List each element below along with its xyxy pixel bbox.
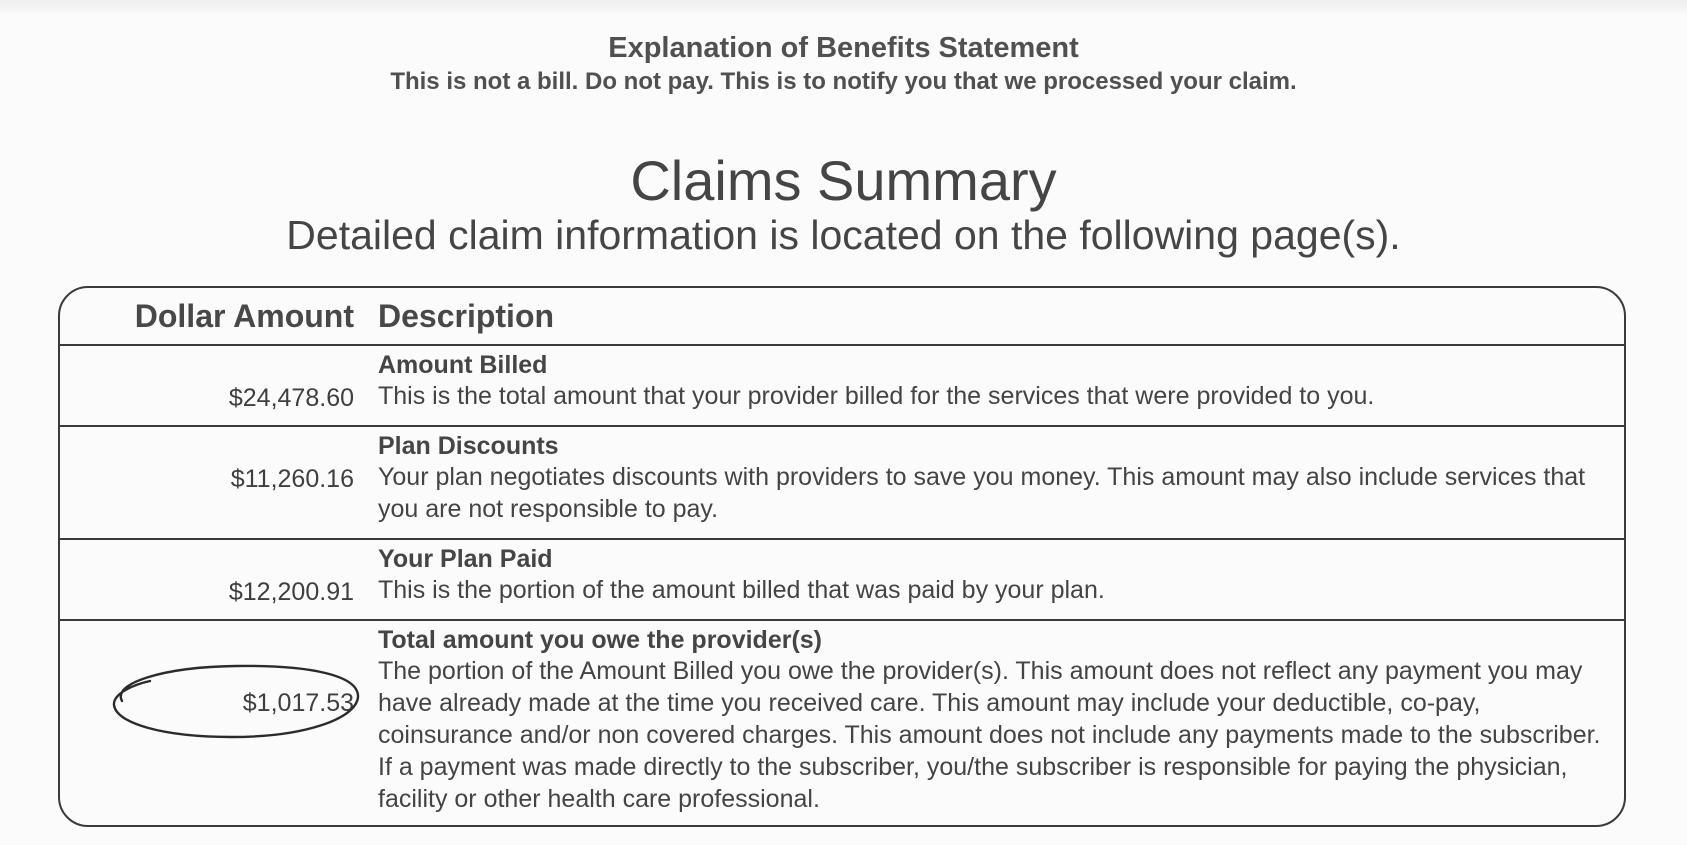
statement-title: Explanation of Benefits Statement <box>608 32 1079 64</box>
dollar-amount-column-header: Dollar Amount <box>134 298 354 334</box>
hand-drawn-circle-stroke <box>114 666 358 737</box>
not-a-bill-notice: This is not a bill. Do not pay. This is to notify you that we processed your claim. <box>390 68 1297 95</box>
amount-owed-label: Total amount you owe the provider(s) <box>378 626 823 654</box>
plan-paid-label: Your Plan Paid <box>378 545 553 573</box>
plan-paid-text: This is the portion of the amount billed that was paid by your plan. <box>378 576 1105 604</box>
claims-summary-table <box>58 286 1626 827</box>
scan-edge-shadow <box>0 0 1687 16</box>
plan-discounts-text: Your plan negotiates discounts with providers to save you money. This amount may also include services that you are not responsible to pay. <box>378 463 1586 523</box>
amount-owed-description <box>378 625 1608 815</box>
plan-discounts-label: Plan Discounts <box>378 432 559 460</box>
amount-billed-text: This is the total amount that your provider billed for the services that were provided to you. <box>378 382 1375 410</box>
table-row <box>60 427 1624 539</box>
claims-summary-subtitle: Detailed claim information is located on the following page(s). <box>286 212 1401 258</box>
plan-discounts-description <box>378 431 1608 525</box>
claims-summary-title: Claims Summary <box>630 149 1057 212</box>
amount-billed-label: Amount Billed <box>378 351 548 379</box>
plan-paid-description <box>378 544 1608 606</box>
table-row <box>60 540 1624 620</box>
amount-billed-value: $24,478.60 <box>228 384 354 412</box>
amount-owed-text: The portion of the Amount Billed you owe the provider(s). This amount does not reflect any payment you may have already made at the time you received care. This amount may include your deductible, co-pay, coinsurance and/or non covered charges. This amount does not include any payments made to the subscriber. If a payment was made directly to the subscriber, you/the subscriber is responsible for paying the physician, facility or other health care professional. <box>378 657 1601 813</box>
amount-owed-value: $1,017.53 <box>242 689 354 717</box>
table-row <box>60 346 1624 424</box>
plan-discounts-value: $11,260.16 <box>230 465 354 493</box>
plan-paid-value: $12,200.91 <box>228 578 354 606</box>
amount-billed-description <box>378 350 1608 412</box>
hand-drawn-circle-icon <box>104 661 366 741</box>
description-column-header: Description <box>378 298 555 334</box>
